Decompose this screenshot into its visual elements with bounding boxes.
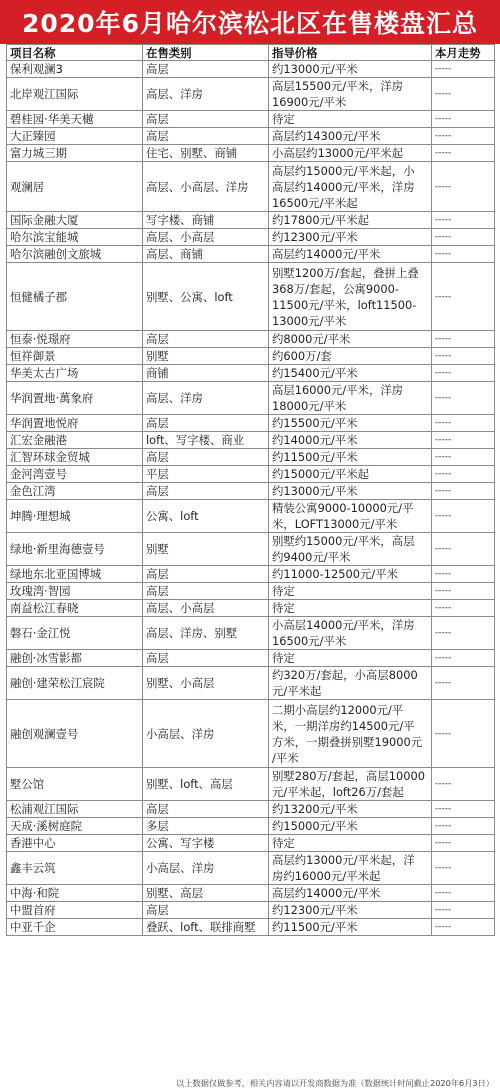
table-row — [7, 885, 495, 902]
monthly-trend-cell: ----- — [432, 852, 495, 885]
sale-type-cell: 高层、小高层 — [143, 229, 269, 246]
monthly-trend-cell: ----- — [432, 111, 495, 128]
project-name-cell: 坤腾·理想城 — [7, 500, 143, 533]
guide-price-cell — [269, 415, 432, 432]
price-line: 约320万/套起，小高层8000 — [272, 668, 418, 682]
project-name-cell: 金河湾壹号 — [7, 466, 143, 483]
project-name-cell: 松浦观江国际 — [7, 801, 143, 818]
price-line: 二期小高层约12000元/平 — [272, 702, 404, 717]
page-title: 2020年6月哈尔滨松北区在售楼盘汇总 — [0, 0, 500, 44]
project-name-cell: 鑫丰云筑 — [7, 852, 143, 885]
monthly-trend-cell: ----- — [432, 229, 495, 246]
guide-price-cell — [269, 835, 432, 852]
price-line: 米，一期洋房约14500元/平 — [272, 718, 415, 733]
price-line: 16500元/平米起 — [272, 195, 358, 210]
project-name-cell: 哈尔滨融创文旅城 — [7, 246, 143, 263]
monthly-trend-cell: ----- — [432, 801, 495, 818]
monthly-trend-cell: ----- — [432, 885, 495, 902]
guide-price-cell — [269, 700, 432, 768]
price-line: 房约16000元/平米起 — [272, 869, 381, 883]
project-name-cell: 磐石·金江悦 — [7, 617, 143, 650]
guide-price-cell — [269, 500, 432, 533]
sale-type-cell: 别墅、loft、高层 — [143, 768, 269, 801]
sale-type-cell: 高层、洋房、别墅 — [143, 617, 269, 650]
table-row — [7, 566, 495, 583]
project-name-cell: 融创·建荣松江宸院 — [7, 667, 143, 700]
table-row — [7, 852, 495, 885]
header-sale-type: 在售类别 — [143, 45, 269, 61]
price-line: 约12300元/平米 — [272, 903, 358, 917]
sale-type-cell: 多层 — [143, 818, 269, 835]
sale-type-cell: 高层、小高层 — [143, 600, 269, 617]
table-row — [7, 483, 495, 500]
monthly-trend-cell: ----- — [432, 566, 495, 583]
project-name-cell: 恒健橘子郡 — [7, 263, 143, 331]
price-line: /平米 — [272, 750, 299, 765]
price-line: 高层16000元/平米，洋房 — [272, 383, 404, 397]
sale-type-cell: 高层 — [143, 111, 269, 128]
price-line: 约15000元/平米 — [272, 819, 358, 833]
monthly-trend-cell: ----- — [432, 145, 495, 162]
project-name-cell: 中盟首府 — [7, 902, 143, 919]
monthly-trend-cell: ----- — [432, 768, 495, 801]
price-line: 16900元/平米 — [272, 95, 347, 109]
project-name-cell: 中海·和院 — [7, 885, 143, 902]
sale-type-cell: 别墅 — [143, 533, 269, 566]
table-row — [7, 212, 495, 229]
project-name-cell: 香港中心 — [7, 835, 143, 852]
guide-price-cell — [269, 382, 432, 415]
table-row — [7, 650, 495, 667]
sale-type-cell: 小高层、洋房 — [143, 700, 269, 768]
footer-note: 以上数据仅做参考，相关内容请以开发商数据为准（数据统计时间截止2020年6月3日） — [176, 1078, 494, 1088]
price-line: 约11500元/平米 — [272, 920, 358, 934]
table-row — [7, 700, 495, 768]
monthly-trend-cell: ----- — [432, 331, 495, 348]
guide-price-cell — [269, 263, 432, 331]
project-name-cell: 华美太古广场 — [7, 365, 143, 382]
project-name-cell: 恒泰·悦璟府 — [7, 331, 143, 348]
price-line: 约15400元/平米 — [272, 366, 358, 380]
sale-type-cell: 公寓、loft — [143, 500, 269, 533]
monthly-trend-cell: ----- — [432, 365, 495, 382]
price-line: 待定 — [272, 112, 295, 126]
price-line: 13000元/平米 — [272, 313, 347, 328]
guide-price-cell — [269, 111, 432, 128]
sale-type-cell: 高层 — [143, 331, 269, 348]
sale-type-cell: 高层 — [143, 449, 269, 466]
project-name-cell: 华润置地·萬象府 — [7, 382, 143, 415]
project-name-cell: 金色江湾 — [7, 483, 143, 500]
sale-type-cell: loft、写字楼、商业 — [143, 432, 269, 449]
guide-price-cell — [269, 61, 432, 78]
monthly-trend-cell: ----- — [432, 61, 495, 78]
table-row — [7, 768, 495, 801]
price-line: 368万/套起，公寓9000- — [272, 281, 400, 296]
table-row — [7, 432, 495, 449]
price-line: 小高层约13000元/平米起 — [272, 146, 404, 160]
price-line: 待定 — [272, 601, 295, 615]
guide-price-cell — [269, 483, 432, 500]
price-line: 高层15500元/平米，洋房 — [272, 79, 404, 93]
monthly-trend-cell: ----- — [432, 835, 495, 852]
price-line: 约13200元/平米 — [272, 802, 358, 816]
sale-type-cell: 高层 — [143, 902, 269, 919]
sale-type-cell: 别墅、小高层 — [143, 667, 269, 700]
table-row — [7, 78, 495, 111]
monthly-trend-cell: ----- — [432, 700, 495, 768]
guide-price-cell — [269, 617, 432, 650]
project-name-cell: 碧桂园·华美天樾 — [7, 111, 143, 128]
sale-type-cell: 高层、洋房 — [143, 78, 269, 111]
guide-price-cell — [269, 533, 432, 566]
price-line: 11500元/平米，loft11500- — [272, 297, 417, 312]
price-line: 元/平米起，loft26万/套起 — [272, 785, 404, 799]
price-line: 高层约13000元/平米起，洋 — [272, 853, 415, 867]
table-row — [7, 449, 495, 466]
guide-price-cell — [269, 348, 432, 365]
price-line: 元/平米起 — [272, 684, 322, 698]
monthly-trend-cell: ----- — [432, 263, 495, 331]
sale-type-cell: 高层 — [143, 650, 269, 667]
table-row — [7, 365, 495, 382]
table-row — [7, 818, 495, 835]
table-row — [7, 600, 495, 617]
price-line: 18000元/平米 — [272, 399, 347, 413]
monthly-trend-cell: ----- — [432, 617, 495, 650]
price-line: 16500元/平米 — [272, 634, 347, 648]
table-row — [7, 61, 495, 78]
table-row — [7, 382, 495, 415]
guide-price-cell — [269, 229, 432, 246]
price-line: 约9400元/平米 — [272, 550, 351, 564]
table-row — [7, 246, 495, 263]
sale-type-cell: 写字楼、商铺 — [143, 212, 269, 229]
price-line: 高层约14300元/平米 — [272, 129, 381, 143]
sale-type-cell: 高层 — [143, 128, 269, 145]
table-row — [7, 801, 495, 818]
monthly-trend-cell: ----- — [432, 650, 495, 667]
monthly-trend-cell: ----- — [432, 902, 495, 919]
price-line: 约13000元/平米 — [272, 484, 358, 498]
price-line: 别墅1200万/套起，叠拼上叠 — [272, 265, 419, 280]
guide-price-cell — [269, 331, 432, 348]
guide-price-cell — [269, 365, 432, 382]
project-name-cell: 大正臻园 — [7, 128, 143, 145]
project-name-cell: 汇宏金融港 — [7, 432, 143, 449]
price-line: 约15000元/平米起 — [272, 467, 370, 481]
monthly-trend-cell: ----- — [432, 246, 495, 263]
project-name-cell: 国际金融大厦 — [7, 212, 143, 229]
guide-price-cell — [269, 212, 432, 229]
price-line: 待定 — [272, 651, 295, 665]
monthly-trend-cell: ----- — [432, 500, 495, 533]
price-line: 约11500元/平米 — [272, 450, 358, 464]
table-row — [7, 902, 495, 919]
header-guide-price: 指导价格 — [269, 45, 432, 61]
table-row — [7, 617, 495, 650]
sale-type-cell: 高层、小高层、洋房 — [143, 162, 269, 212]
project-name-cell: 绿地·新里海德壹号 — [7, 533, 143, 566]
project-name-cell: 融创·冰雪影都 — [7, 650, 143, 667]
monthly-trend-cell: ----- — [432, 382, 495, 415]
project-name-cell: 玫瑰湾·智园 — [7, 583, 143, 600]
guide-price-cell — [269, 852, 432, 885]
price-line: 精装公寓9000-10000元/平 — [272, 501, 414, 515]
table-row — [7, 919, 495, 936]
price-line: 约11000-12500元/平米 — [272, 567, 398, 581]
property-table — [6, 44, 495, 936]
header-project-name: 项目名称 — [7, 45, 143, 61]
table-row — [7, 667, 495, 700]
sale-type-cell: 高层 — [143, 801, 269, 818]
guide-price-cell — [269, 801, 432, 818]
table-row — [7, 331, 495, 348]
sale-type-cell: 高层、洋房 — [143, 382, 269, 415]
price-line: 约600万/套 — [272, 349, 332, 363]
guide-price-cell — [269, 583, 432, 600]
sale-type-cell: 平层 — [143, 466, 269, 483]
sale-type-cell: 别墅、高层 — [143, 885, 269, 902]
table-header-row — [7, 45, 495, 61]
price-line: 别墅约15000元/平米，高层 — [272, 534, 415, 548]
table-row — [7, 263, 495, 331]
sale-type-cell: 叠跃、loft、联排商墅 — [143, 919, 269, 936]
monthly-trend-cell: ----- — [432, 449, 495, 466]
monthly-trend-cell: ----- — [432, 818, 495, 835]
sale-type-cell: 高层 — [143, 61, 269, 78]
guide-price-cell — [269, 432, 432, 449]
project-name-cell: 墅公馆 — [7, 768, 143, 801]
sale-type-cell: 高层 — [143, 583, 269, 600]
price-line: 约17800元/平米起 — [272, 213, 370, 227]
monthly-trend-cell: ----- — [432, 348, 495, 365]
table-row — [7, 415, 495, 432]
price-line: 高层约14000元/平米 — [272, 886, 381, 900]
guide-price-cell — [269, 885, 432, 902]
project-name-cell: 观澜居 — [7, 162, 143, 212]
sale-type-cell: 商铺 — [143, 365, 269, 382]
project-name-cell: 华润置地悦府 — [7, 415, 143, 432]
guide-price-cell — [269, 449, 432, 466]
table-row — [7, 229, 495, 246]
price-line: 高层约14000元/平米 — [272, 247, 381, 261]
table-row — [7, 533, 495, 566]
monthly-trend-cell: ----- — [432, 212, 495, 229]
monthly-trend-cell: ----- — [432, 432, 495, 449]
sale-type-cell: 小高层、洋房 — [143, 852, 269, 885]
project-name-cell: 中亚千企 — [7, 919, 143, 936]
project-name-cell: 绿地东北亚国博城 — [7, 566, 143, 583]
guide-price-cell — [269, 566, 432, 583]
table-row — [7, 128, 495, 145]
table-row — [7, 111, 495, 128]
sale-type-cell: 别墅、公寓、loft — [143, 263, 269, 331]
table-row — [7, 162, 495, 212]
guide-price-cell — [269, 600, 432, 617]
monthly-trend-cell: ----- — [432, 466, 495, 483]
monthly-trend-cell: ----- — [432, 533, 495, 566]
project-name-cell: 保利观澜3 — [7, 61, 143, 78]
table-row — [7, 348, 495, 365]
guide-price-cell — [269, 246, 432, 263]
header-monthly-trend: 本月走势 — [432, 45, 495, 61]
price-line: 约14000元/平米 — [272, 433, 358, 447]
monthly-trend-cell: ----- — [432, 919, 495, 936]
monthly-trend-cell: ----- — [432, 415, 495, 432]
monthly-trend-cell: ----- — [432, 128, 495, 145]
price-line: 约8000元/平米 — [272, 332, 351, 346]
monthly-trend-cell: ----- — [432, 600, 495, 617]
price-line: 待定 — [272, 584, 295, 598]
project-name-cell: 天成·溪树庭院 — [7, 818, 143, 835]
guide-price-cell — [269, 650, 432, 667]
sale-type-cell: 住宅、别墅、商铺 — [143, 145, 269, 162]
guide-price-cell — [269, 768, 432, 801]
price-line: 高层约14000元/平米，洋房 — [272, 179, 415, 194]
price-line: 待定 — [272, 836, 295, 850]
guide-price-cell — [269, 128, 432, 145]
table-row — [7, 500, 495, 533]
guide-price-cell — [269, 919, 432, 936]
price-line: 小高层14000元/平米，洋房 — [272, 618, 415, 632]
table-row — [7, 583, 495, 600]
table-row — [7, 835, 495, 852]
monthly-trend-cell: ----- — [432, 483, 495, 500]
project-name-cell: 北岸观江国际 — [7, 78, 143, 111]
monthly-trend-cell: ----- — [432, 162, 495, 212]
price-line: 米，LOFT13000元/平米 — [272, 517, 398, 531]
monthly-trend-cell: ----- — [432, 667, 495, 700]
project-name-cell: 富力城三期 — [7, 145, 143, 162]
table-row — [7, 466, 495, 483]
project-name-cell: 恒祥御景 — [7, 348, 143, 365]
price-line: 高层约15000元/平米起，小 — [272, 163, 415, 178]
project-name-cell: 融创观澜壹号 — [7, 700, 143, 768]
sale-type-cell: 公寓、写字楼 — [143, 835, 269, 852]
price-line: 约15500元/平米 — [272, 416, 358, 430]
price-line: 约12300元/平米 — [272, 230, 358, 244]
table-row — [7, 145, 495, 162]
project-name-cell: 汇智环球金贸城 — [7, 449, 143, 466]
monthly-trend-cell: ----- — [432, 583, 495, 600]
guide-price-cell — [269, 902, 432, 919]
sale-type-cell: 高层、商铺 — [143, 246, 269, 263]
guide-price-cell — [269, 78, 432, 111]
sale-type-cell: 别墅 — [143, 348, 269, 365]
price-line: 约13000元/平米 — [272, 62, 358, 76]
guide-price-cell — [269, 466, 432, 483]
table-body — [7, 61, 495, 936]
guide-price-cell — [269, 162, 432, 212]
guide-price-cell — [269, 667, 432, 700]
price-line: 别墅280万/套起，高层10000 — [272, 769, 425, 783]
project-name-cell: 哈尔滨宝能城 — [7, 229, 143, 246]
guide-price-cell — [269, 145, 432, 162]
guide-price-cell — [269, 818, 432, 835]
monthly-trend-cell: ----- — [432, 78, 495, 111]
sale-type-cell: 高层 — [143, 415, 269, 432]
price-line: 方米，一期叠拼别墅19000元 — [272, 734, 423, 749]
sale-type-cell: 高层 — [143, 483, 269, 500]
sale-type-cell: 高层 — [143, 566, 269, 583]
project-name-cell: 南益松江春晓 — [7, 600, 143, 617]
